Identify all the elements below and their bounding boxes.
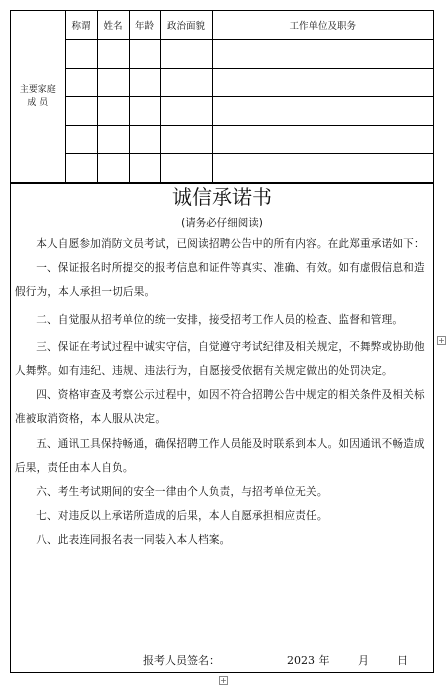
signature-year: 2023 年 bbox=[287, 654, 330, 667]
table-row bbox=[11, 125, 433, 154]
pledge-clause-1: 一、保证报名时所提交的报考信息和证件等真实、准确、有效。如有虚假信息和造假行为，本人承担一切后果。 bbox=[15, 262, 425, 299]
table-cell[interactable] bbox=[212, 97, 433, 126]
header-workplace-position: 工作单位及职务 bbox=[212, 11, 433, 40]
table-cell[interactable] bbox=[212, 40, 433, 69]
pledge-clause-3: 三、保证在考试过程中诚实守信，自觉遵守考试纪律及相关规定，不舞弊或协助他人舞弊。如有违纪、违规、违法行为，自愿接受依据有关规定做出的处罚决定。 bbox=[15, 340, 425, 378]
header-name: 姓名 bbox=[97, 11, 129, 40]
table-cell[interactable] bbox=[129, 154, 160, 183]
table-cell[interactable] bbox=[65, 97, 97, 126]
resize-handle-right-icon[interactable]: + bbox=[438, 336, 445, 345]
table-cell[interactable] bbox=[65, 154, 97, 183]
pledge-clause-8: 八、此表连同报名表一同装入本人档案。 bbox=[36, 534, 231, 547]
table-row bbox=[11, 40, 433, 69]
family-label-line1: 主要家庭 bbox=[19, 84, 56, 95]
family-section-label bbox=[11, 11, 65, 183]
table-cell[interactable] bbox=[97, 125, 129, 154]
table-header-row bbox=[11, 11, 433, 40]
signature-label: 报考人员签名： bbox=[143, 654, 220, 667]
signature-month: 月 bbox=[358, 654, 369, 667]
signature-day: 日 bbox=[397, 654, 408, 667]
table-cell[interactable] bbox=[160, 125, 212, 154]
header-political-status: 政治面貌 bbox=[160, 11, 212, 40]
table-cell[interactable] bbox=[129, 68, 160, 97]
table-cell[interactable] bbox=[129, 40, 160, 69]
pledge-clause-5: 五、通讯工具保持畅通，确保招聘工作人员能及时联系到本人。如因通讯不畅造成后果，责任由本人自负。 bbox=[15, 437, 425, 474]
family-members-table bbox=[11, 11, 433, 183]
registration-form-sheet bbox=[10, 10, 434, 673]
table-cell[interactable] bbox=[212, 154, 433, 183]
family-label-line2: 成 员 bbox=[27, 97, 49, 108]
table-cell[interactable] bbox=[65, 125, 97, 154]
table-cell[interactable] bbox=[160, 68, 212, 97]
table-cell[interactable] bbox=[65, 40, 97, 69]
table-cell[interactable] bbox=[160, 154, 212, 183]
table-row bbox=[11, 154, 433, 183]
table-cell[interactable] bbox=[129, 125, 160, 154]
pledge-intro: 本人自愿参加消防文员考试，已阅读招聘公告中的所有内容。在此郑重承诺如下： bbox=[36, 238, 425, 250]
table-cell[interactable] bbox=[129, 97, 160, 126]
header-relation: 称谓 bbox=[65, 11, 97, 40]
table-cell[interactable] bbox=[97, 68, 129, 97]
table-cell[interactable] bbox=[160, 40, 212, 69]
table-row bbox=[11, 97, 433, 126]
pledge-title: 诚信承诺书 bbox=[172, 185, 272, 209]
integrity-pledge-section bbox=[11, 183, 433, 672]
resize-handle-bottom-icon[interactable]: + bbox=[220, 676, 227, 685]
table-cell[interactable] bbox=[97, 97, 129, 126]
table-cell[interactable] bbox=[65, 68, 97, 97]
table-cell[interactable] bbox=[212, 125, 433, 154]
pledge-clause-7: 七、对违反以上承诺所造成的后果，本人自愿承担相应责任。 bbox=[36, 510, 328, 523]
pledge-clause-2: 二、自觉服从招考单位的统一安排，接受招考工作人员的检查、监督和管理。 bbox=[36, 313, 404, 326]
table-cell[interactable] bbox=[97, 40, 129, 69]
table-cell[interactable] bbox=[97, 154, 129, 183]
table-row bbox=[11, 68, 433, 97]
table-cell[interactable] bbox=[212, 68, 433, 97]
pledge-subtitle: (请务必仔细阅读) bbox=[181, 217, 263, 229]
table-cell[interactable] bbox=[160, 97, 212, 126]
pledge-clause-6: 六、考生考试期间的安全一律由个人负责，与招考单位无关。 bbox=[36, 486, 328, 499]
pledge-clause-4: 四、资格审查及考察公示过程中，如因不符合招聘公告中规定的相关条件及相关标准被取消资格，本人服从决定。 bbox=[15, 389, 425, 426]
header-age: 年龄 bbox=[129, 11, 160, 40]
pledge-body bbox=[15, 232, 429, 553]
